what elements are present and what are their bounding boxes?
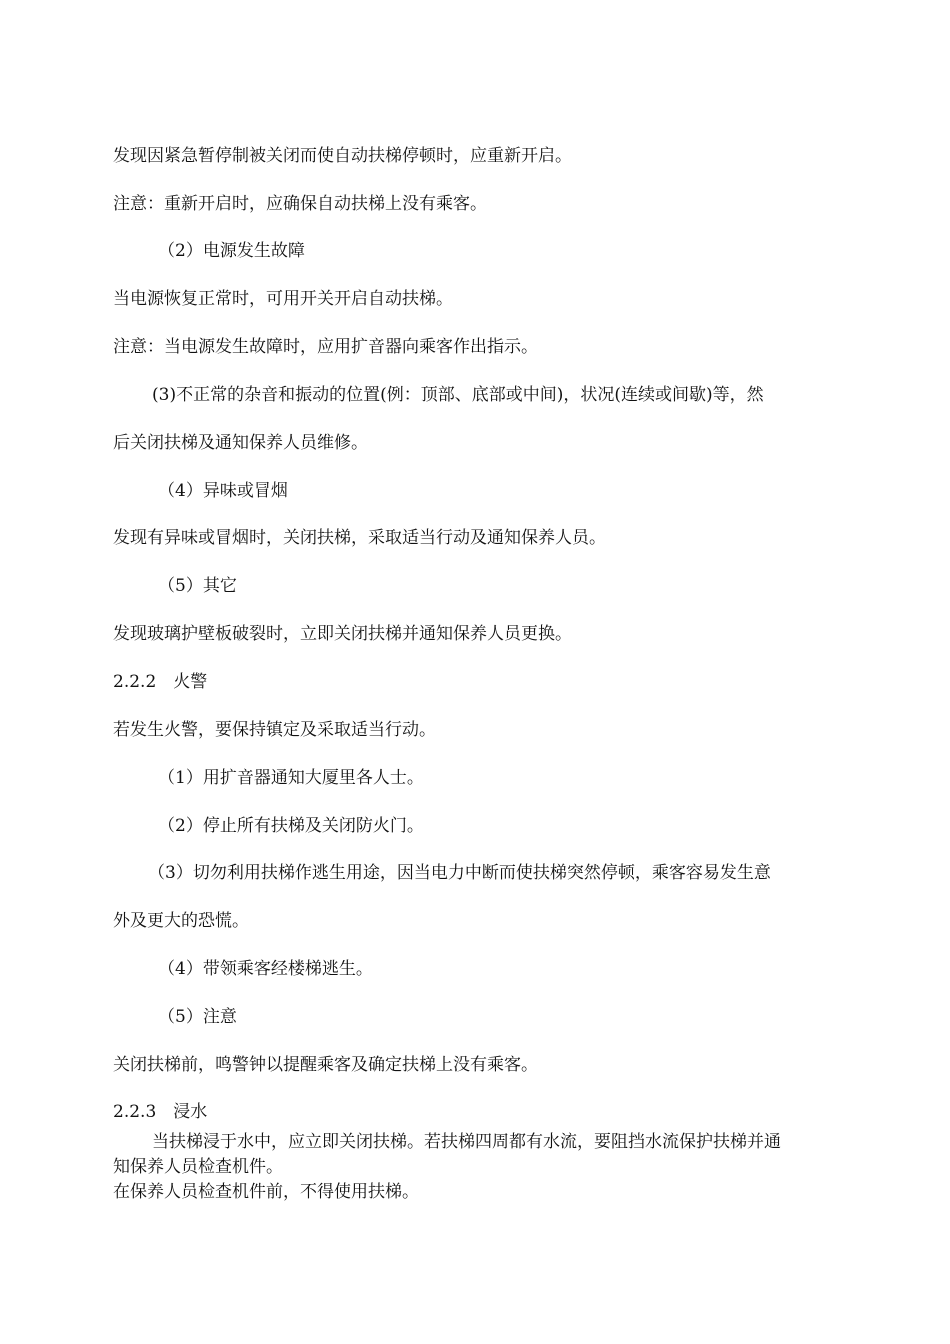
item-2-power-failure: （2）电源发生故障 <box>158 241 305 261</box>
paragraph-flooding-action: 当扶梯浸于水中，应立即关闭扶梯。若扶梯四周都有水流，要阻挡水流保护扶梯并通 <box>152 1132 781 1152</box>
paragraph-sound-alarm: 关闭扶梯前，鸣警钟以提醒乘客及确定扶梯上没有乘客。 <box>113 1055 538 1075</box>
paragraph-glass-panel-broken: 发现玻璃护壁板破裂时，立即关闭扶梯并通知保养人员更换。 <box>113 624 572 644</box>
paragraph-emergency-stop-restart: 发现因紧急暂停制被关闭而使自动扶梯停顿时，应重新开启。 <box>113 146 572 166</box>
fire-step-5: （5）注意 <box>158 1007 237 1027</box>
item-4-odor-smoke: （4）异味或冒烟 <box>158 481 288 501</box>
fire-step-4: （4）带领乘客经楼梯逃生。 <box>158 959 373 979</box>
note-power-failure-instructions: 注意：当电源发生故障时，应用扩音器向乘客作出指示。 <box>113 337 538 357</box>
fire-step-3: （3）切勿利用扶梯作逃生用途，因当电力中断而使扶梯突然停顿，乘客容易发生意 <box>148 863 771 883</box>
fire-step-1: （1）用扩音器通知大厦里各人士。 <box>158 768 424 788</box>
paragraph-odor-smoke-action: 发现有异味或冒烟时，关闭扶梯，采取适当行动及通知保养人员。 <box>113 528 606 548</box>
paragraph-fire-stay-calm: 若发生火警，要保持镇定及采取适当行动。 <box>113 720 436 740</box>
item-3-abnormal-noise-continued: 后关闭扶梯及通知保养人员维修。 <box>113 433 368 453</box>
paragraph-flooding-action-continued: 知保养人员检查机件。 <box>113 1157 283 1177</box>
item-3-abnormal-noise: (3)不正常的杂音和振动的位置(例：顶部、底部或中间)，状况(连续或间歇)等，然 <box>152 385 764 405</box>
paragraph-power-restored: 当电源恢复正常时，可用开关开启自动扶梯。 <box>113 289 453 309</box>
item-5-other: （5）其它 <box>158 576 237 596</box>
fire-step-2: （2）停止所有扶梯及关闭防火门。 <box>158 816 424 836</box>
note-restart-no-passengers: 注意：重新开启时，应确保自动扶梯上没有乘客。 <box>113 194 487 214</box>
section-heading-flooding: 2.2.3 浸水 <box>113 1102 208 1122</box>
paragraph-do-not-use-before-inspection: 在保养人员检查机件前，不得使用扶梯。 <box>113 1182 419 1202</box>
fire-step-3-continued: 外及更大的恐慌。 <box>113 911 249 931</box>
section-heading-fire-alarm: 2.2.2 火警 <box>113 672 208 692</box>
